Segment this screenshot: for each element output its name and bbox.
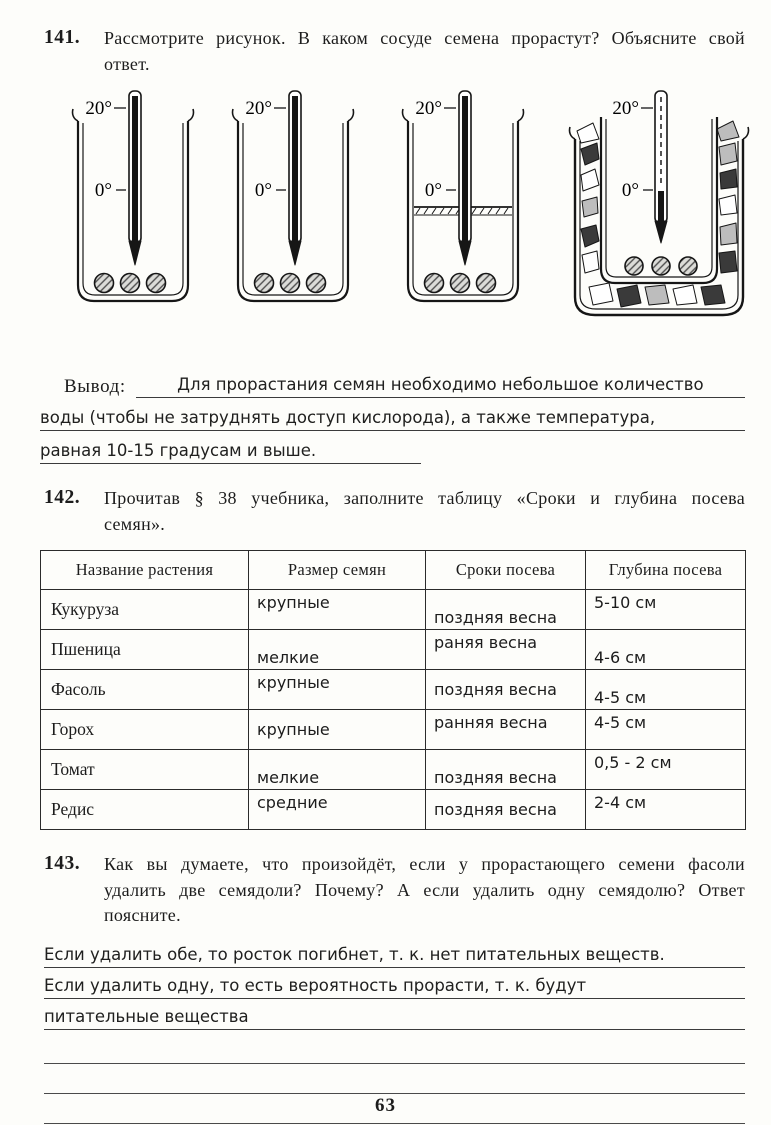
answer-line-1: Если удалить обе, то росток погибнет, т. к. нет питательных веществ. <box>44 937 745 968</box>
vessel-3-full-water <box>403 91 524 301</box>
task-141-header <box>44 26 745 77</box>
seed-experiment-figure <box>66 85 771 352</box>
header-plant-name: Название растения <box>41 551 249 590</box>
conclusion-answer-line-3: равная 10-15 градусам и выше. <box>40 431 421 464</box>
table-row <box>41 750 746 790</box>
thermometer-cold <box>641 91 667 243</box>
vessels-illustration <box>66 85 761 347</box>
table-row <box>41 630 746 670</box>
conclusion-answer-line-1: Для прорастания семян необходимо небольшое количество <box>136 375 745 398</box>
table-row <box>41 670 746 710</box>
conclusion-label: Вывод: <box>64 376 126 398</box>
temp-label-0: 0° <box>254 180 272 202</box>
cell-sowing-time: поздняя весна <box>426 670 586 710</box>
seeds <box>625 257 697 275</box>
task-143-prompt: Как вы думаете, что произойдёт, если у прорастающего семени фасоли удалить две семядоли? Почему? А если удалить одну семядолю? Ответ поясните. <box>104 854 745 926</box>
header-sowing-time: Сроки посева <box>426 551 586 590</box>
temp-label-0: 0° <box>621 180 639 202</box>
cell-sowing-depth: 4-6 см <box>586 630 746 670</box>
task-143-header <box>44 852 745 929</box>
blank-line <box>44 1064 745 1094</box>
cell-sowing-depth: 4-5 см <box>586 710 746 750</box>
task-143-number: 143. <box>44 853 81 875</box>
cell-sowing-time: раняя весна <box>426 630 586 670</box>
temp-label-0: 0° <box>424 180 442 202</box>
temp-label-0: 0° <box>94 180 112 202</box>
task-141-conclusion <box>40 364 745 464</box>
page-number: 63 <box>375 1095 396 1116</box>
cell-seed-size: крупные <box>249 670 426 710</box>
cell-plant-name: Пшеница <box>41 630 249 670</box>
temp-label-20: 20° <box>245 98 272 120</box>
header-sowing-depth: Глубина посева <box>586 551 746 590</box>
cell-sowing-depth: 4-5 см <box>586 670 746 710</box>
blank-line <box>44 1034 745 1064</box>
cell-seed-size: мелкие <box>249 750 426 790</box>
cell-plant-name: Кукуруза <box>41 590 249 630</box>
cell-sowing-time: поздняя весна <box>426 790 586 830</box>
cell-seed-size: крупные <box>249 710 426 750</box>
cell-plant-name: Фасоль <box>41 670 249 710</box>
cell-plant-name: Горох <box>41 710 249 750</box>
temp-label-20: 20° <box>415 98 442 120</box>
table-row <box>41 590 746 630</box>
task-142-prompt: Прочитав § 38 учебника, заполните таблицу «Сроки и глубина посева семян». <box>104 488 745 534</box>
temp-label-20: 20° <box>85 98 112 120</box>
cell-sowing-depth: 2-4 см <box>586 790 746 830</box>
cell-sowing-time: поздняя весна <box>426 750 586 790</box>
vessel-1-dry-warm <box>73 91 194 301</box>
cell-sowing-time: ранняя весна <box>426 710 586 750</box>
cell-seed-size: мелкие <box>249 630 426 670</box>
cell-plant-name: Редис <box>41 790 249 830</box>
task-142-number: 142. <box>44 487 81 509</box>
conclusion-answer-line-2: воды (чтобы не затруднять доступ кислорода), а также температура, <box>40 398 745 431</box>
temp-label-20: 20° <box>612 98 639 120</box>
cell-sowing-depth: 0,5 - 2 см <box>586 750 746 790</box>
table-row <box>41 710 746 750</box>
vessel-4-ice-cold <box>570 91 749 315</box>
cell-seed-size: средние <box>249 790 426 830</box>
task-143-answer <box>44 937 745 1030</box>
table-header-row <box>41 551 746 590</box>
cell-sowing-depth: 5-10 см <box>586 590 746 630</box>
vessel-2-little-water-warm <box>233 91 354 301</box>
task-142-header <box>44 486 745 537</box>
answer-line-3: питательные вещества <box>44 999 745 1030</box>
cell-sowing-time: поздняя весна <box>426 590 586 630</box>
task-141-number: 141. <box>44 27 81 48</box>
answer-line-2: Если удалить одну, то есть вероятность прорасти, т. к. будут <box>44 968 745 999</box>
sowing-table <box>40 550 746 830</box>
table-row <box>41 790 746 830</box>
header-seed-size: Размер семян <box>249 551 426 590</box>
cell-seed-size: крупные <box>249 590 426 630</box>
task-141-prompt: Рассмотрите рисунок. В каком сосуде семена прорастут? Объясните свой ответ. <box>104 28 745 74</box>
cell-plant-name: Томат <box>41 750 249 790</box>
